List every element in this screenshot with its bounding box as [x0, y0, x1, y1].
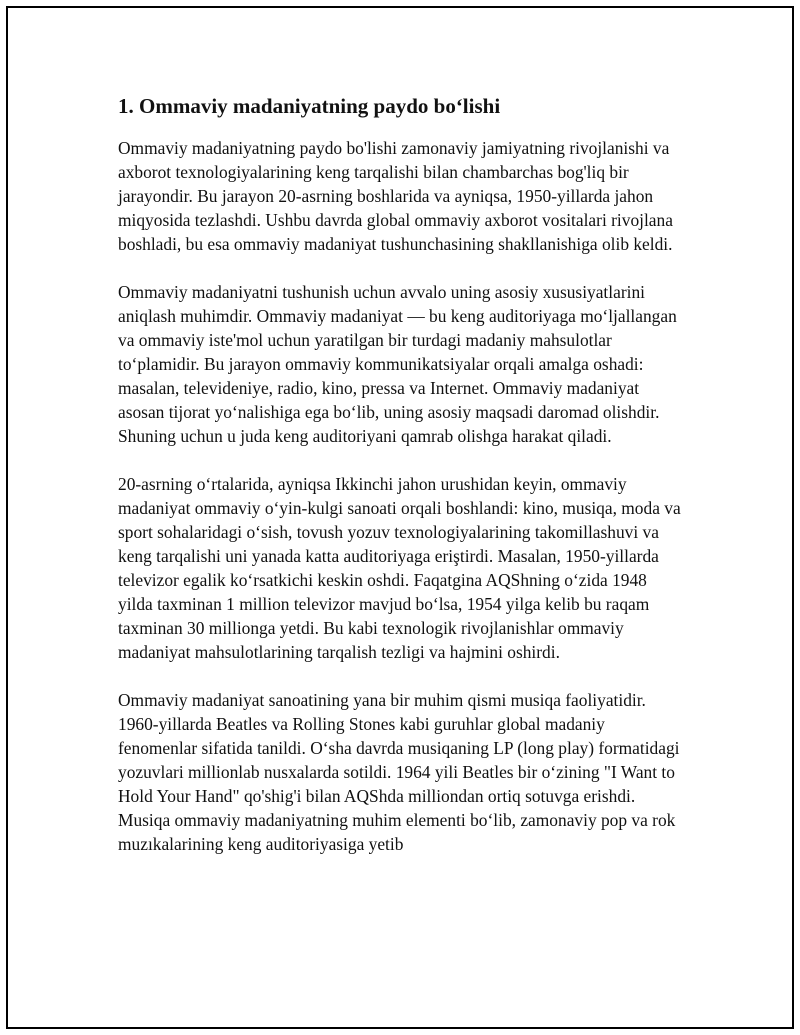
paragraph-2: Ommaviy madaniyatni tushunish uchun avvalo uning asosiy xususiyatlarini aniqlash muhimdir. Ommaviy madaniyat — bu keng auditoriyaga mo‘ljallangan va ommaviy iste'mol uchun yaratilgan bir turdagi madaniy mahsulotlar to‘plamidir. Bu jarayon ommaviy kommunikatsiyalar orqali amalga oshadi: masalan, televideniye, radio, kino, pressa va Internet. Ommaviy madaniyat asosan tijorat yo‘nalishiga ega bo‘lib, uning asosiy maqsadi daromad olishdir. Shuning uchun u juda keng auditoriyani qamrab olishga harakat qiladi. [118, 282, 677, 446]
paragraph-1: Ommaviy madaniyatning paydo bo'lishi zamonaviy jamiyatning rivojlanishi va axborot texnologiyalarining keng tarqalishi bilan chambarchas bog'liq bir jarayondir. Bu jarayon 20-asrning boshlarida va ayniqsa, 1950-yillarda jahon miqyosida tezlashdi. Ushbu davrda global ommaviy axborot vositalari rivojlana boshladi, bu esa ommaviy madaniyat tushunchasining shakllanishiga olib keldi. [118, 138, 673, 254]
section-heading: 1. Ommaviy madaniyatning paydo bo‘lishi [118, 94, 501, 118]
document-body [118, 92, 684, 880]
paragraph-4: Ommaviy madaniyat sanoatining yana bir muhim qismi musiqa faoliyatidir. 1960-yillarda Beatles va Rolling Stones kabi guruhlar global madaniy fenomenlar sifatida tanildi. O‘sha davrda musiqaning LP (long play) formatidagi yozuvlari millionlab nusxalarda sotildi. 1964 yili Beatles bir o‘zining "I Want to Hold Your Hand" qo'shig'i bilan AQShda milliondan ortiq sotuvga erishdi. Musiqa ommaviy madaniyatning muhim elementi bo‘lib, zamonaviy pop va rok muzıkalarining keng auditoriyasiga yetib [118, 690, 680, 854]
paragraph-3: 20-asrning o‘rtalarida, ayniqsa Ikkinchi jahon urushidan keyin, ommaviy madaniyat ommaviy o‘yin-kulgi sanoati orqali boshlandi: kino, musiqa, moda va sport sohalaridagi o‘sish, tovush yozuv texnologiyalarining takomillashuvi va keng tarqalishi uni yanada katta auditoriyaga erişti​rdi. Masalan, 1950-yillarda televizor egalik ko‘rsatkichi keskin oshdi. Faqatgina AQShning o‘zida 1948 yilda taxminan 1 million televizor mavjud bo‘lsa, 1954 yilga kelib bu raqam taxminan 30 millionga yetdi. Bu kabi texnologik rivojlanishlar ommaviy madaniyat mahsulotlarining tarqalish tezligi va hajmini oshirdi. [118, 474, 681, 662]
